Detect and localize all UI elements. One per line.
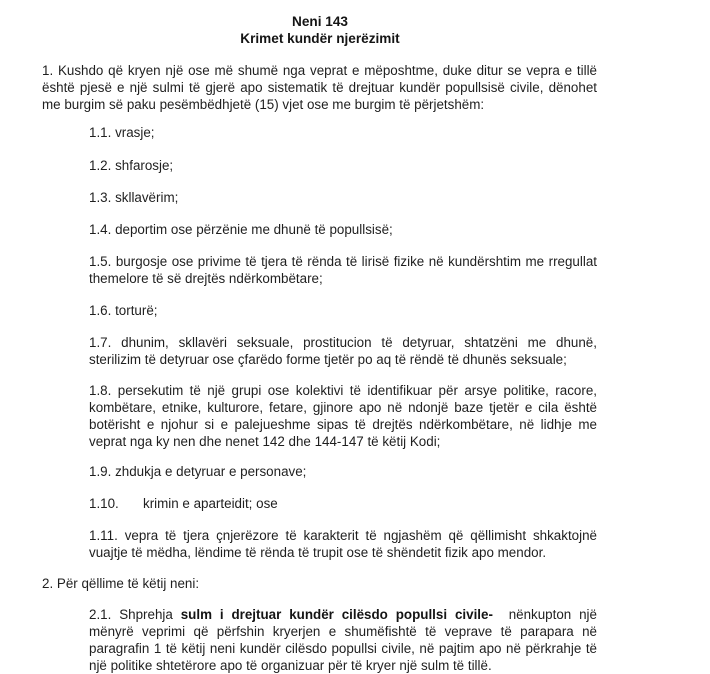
list-item-1-5 [89, 253, 597, 287]
list-item-1-11 [89, 527, 597, 561]
item-number: 1.5. [89, 254, 112, 269]
defined-term: sulm i drejtuar kundër cilësdo popullsi civile- [180, 607, 493, 622]
item-number: 1.8. [89, 383, 112, 398]
list-item-2-1 [89, 606, 597, 674]
list-item-1-9 [89, 463, 597, 480]
paragraph-2: 2. Për qëllime të këtij neni: [42, 576, 200, 591]
item-text: deportim ose përzënie me dhunë të popullsisë; [115, 222, 393, 237]
item-text: krimin e aparteidit; ose [143, 496, 278, 511]
article-number: Neni 143 [292, 14, 348, 29]
item-number: 1.1. [89, 125, 112, 140]
list-item-1-3 [89, 189, 597, 206]
item-number: 1.10. [89, 496, 119, 511]
item-text: vepra të tjera çnjerëzore të karakterit të ngjashëm që qëllimisht shkaktojnë vuajtje të mëdha, lëndime të rënda të trupit ose të shëndetit fizik apo mendor. [89, 528, 597, 560]
item-number: 1.7. [89, 335, 112, 350]
item-number: 2.1. [89, 607, 112, 622]
list-item-1-2 [89, 157, 597, 174]
item-number: 1.3. [89, 190, 112, 205]
list-item-1-7 [89, 334, 597, 368]
item-text: zhdukja e detyruar e personave; [115, 464, 307, 479]
item-text: shfarosje; [115, 158, 174, 173]
item-text: skllavërim; [115, 190, 179, 205]
list-item-1-6 [89, 302, 597, 319]
list-item-1-4 [89, 221, 597, 238]
list-item-1-8 [89, 382, 597, 450]
item-number: 1.4. [89, 222, 112, 237]
list-item-1-1 [89, 124, 597, 141]
item-text: vrasje; [115, 125, 155, 140]
item-text: persekutim të një grupi ose kolektivi të identifikuar për arsye politike, racore, kombëtare, etnike, kulturore, fetare, gjinore apo në ndonjë baze tjetër e cila është botërisht e njohur si e palejueshme sipas të drejtës ndërkombëtare, në lidhje me veprat nga ky nen dhe nenet 142 dhe 144-147 të këtij Kodi; [89, 383, 597, 449]
article-title: Krimet kundër njerëzimit [240, 31, 400, 46]
paragraph-1: 1. Kushdo që kryen një ose më shumë nga veprat e mëposhtme, duke ditur se vepra e tillë është pjesë e një sulmi të gjerë apo sistematik të drejtuar kundër popullsisë civile, dënohet me burgim së paku pesëmbëdhjetë (15) vjet ose me burgim të përjetshëm: [42, 63, 597, 112]
item-number: 1.9. [89, 464, 112, 479]
item-text: torturë; [115, 303, 158, 318]
item-text: burgosje ose privime të tjera të rënda të lirisë fizike në kundërshtim me rregullat themelore të së drejtës ndërkombëtare; [89, 254, 597, 286]
item-text: nënkupton një mënyrë veprimi që përfshin kryerjen e shumëfishtë të veprave të parapara në paragrafin 1 të këtij neni kundër cilësdo popullsi civile, në pajtim apo në përkrahje të një politike shtetërore apo të organizuar për të kryer një sulm të tillë. [89, 607, 597, 673]
item-number: 1.6. [89, 303, 112, 318]
item-text: dhunim, skllavëri seksuale, prostitucion të detyruar, shtatzëni me dhunë, sterilizim të detyruar ose çfarëdo forme tjetër po aq të rëndë të dhunës seksuale; [89, 335, 597, 367]
item-number: 1.11. [89, 528, 118, 543]
item-lead: Shprehja [119, 607, 173, 622]
list-item-1-10 [89, 495, 597, 512]
item-number: 1.2. [89, 158, 112, 173]
